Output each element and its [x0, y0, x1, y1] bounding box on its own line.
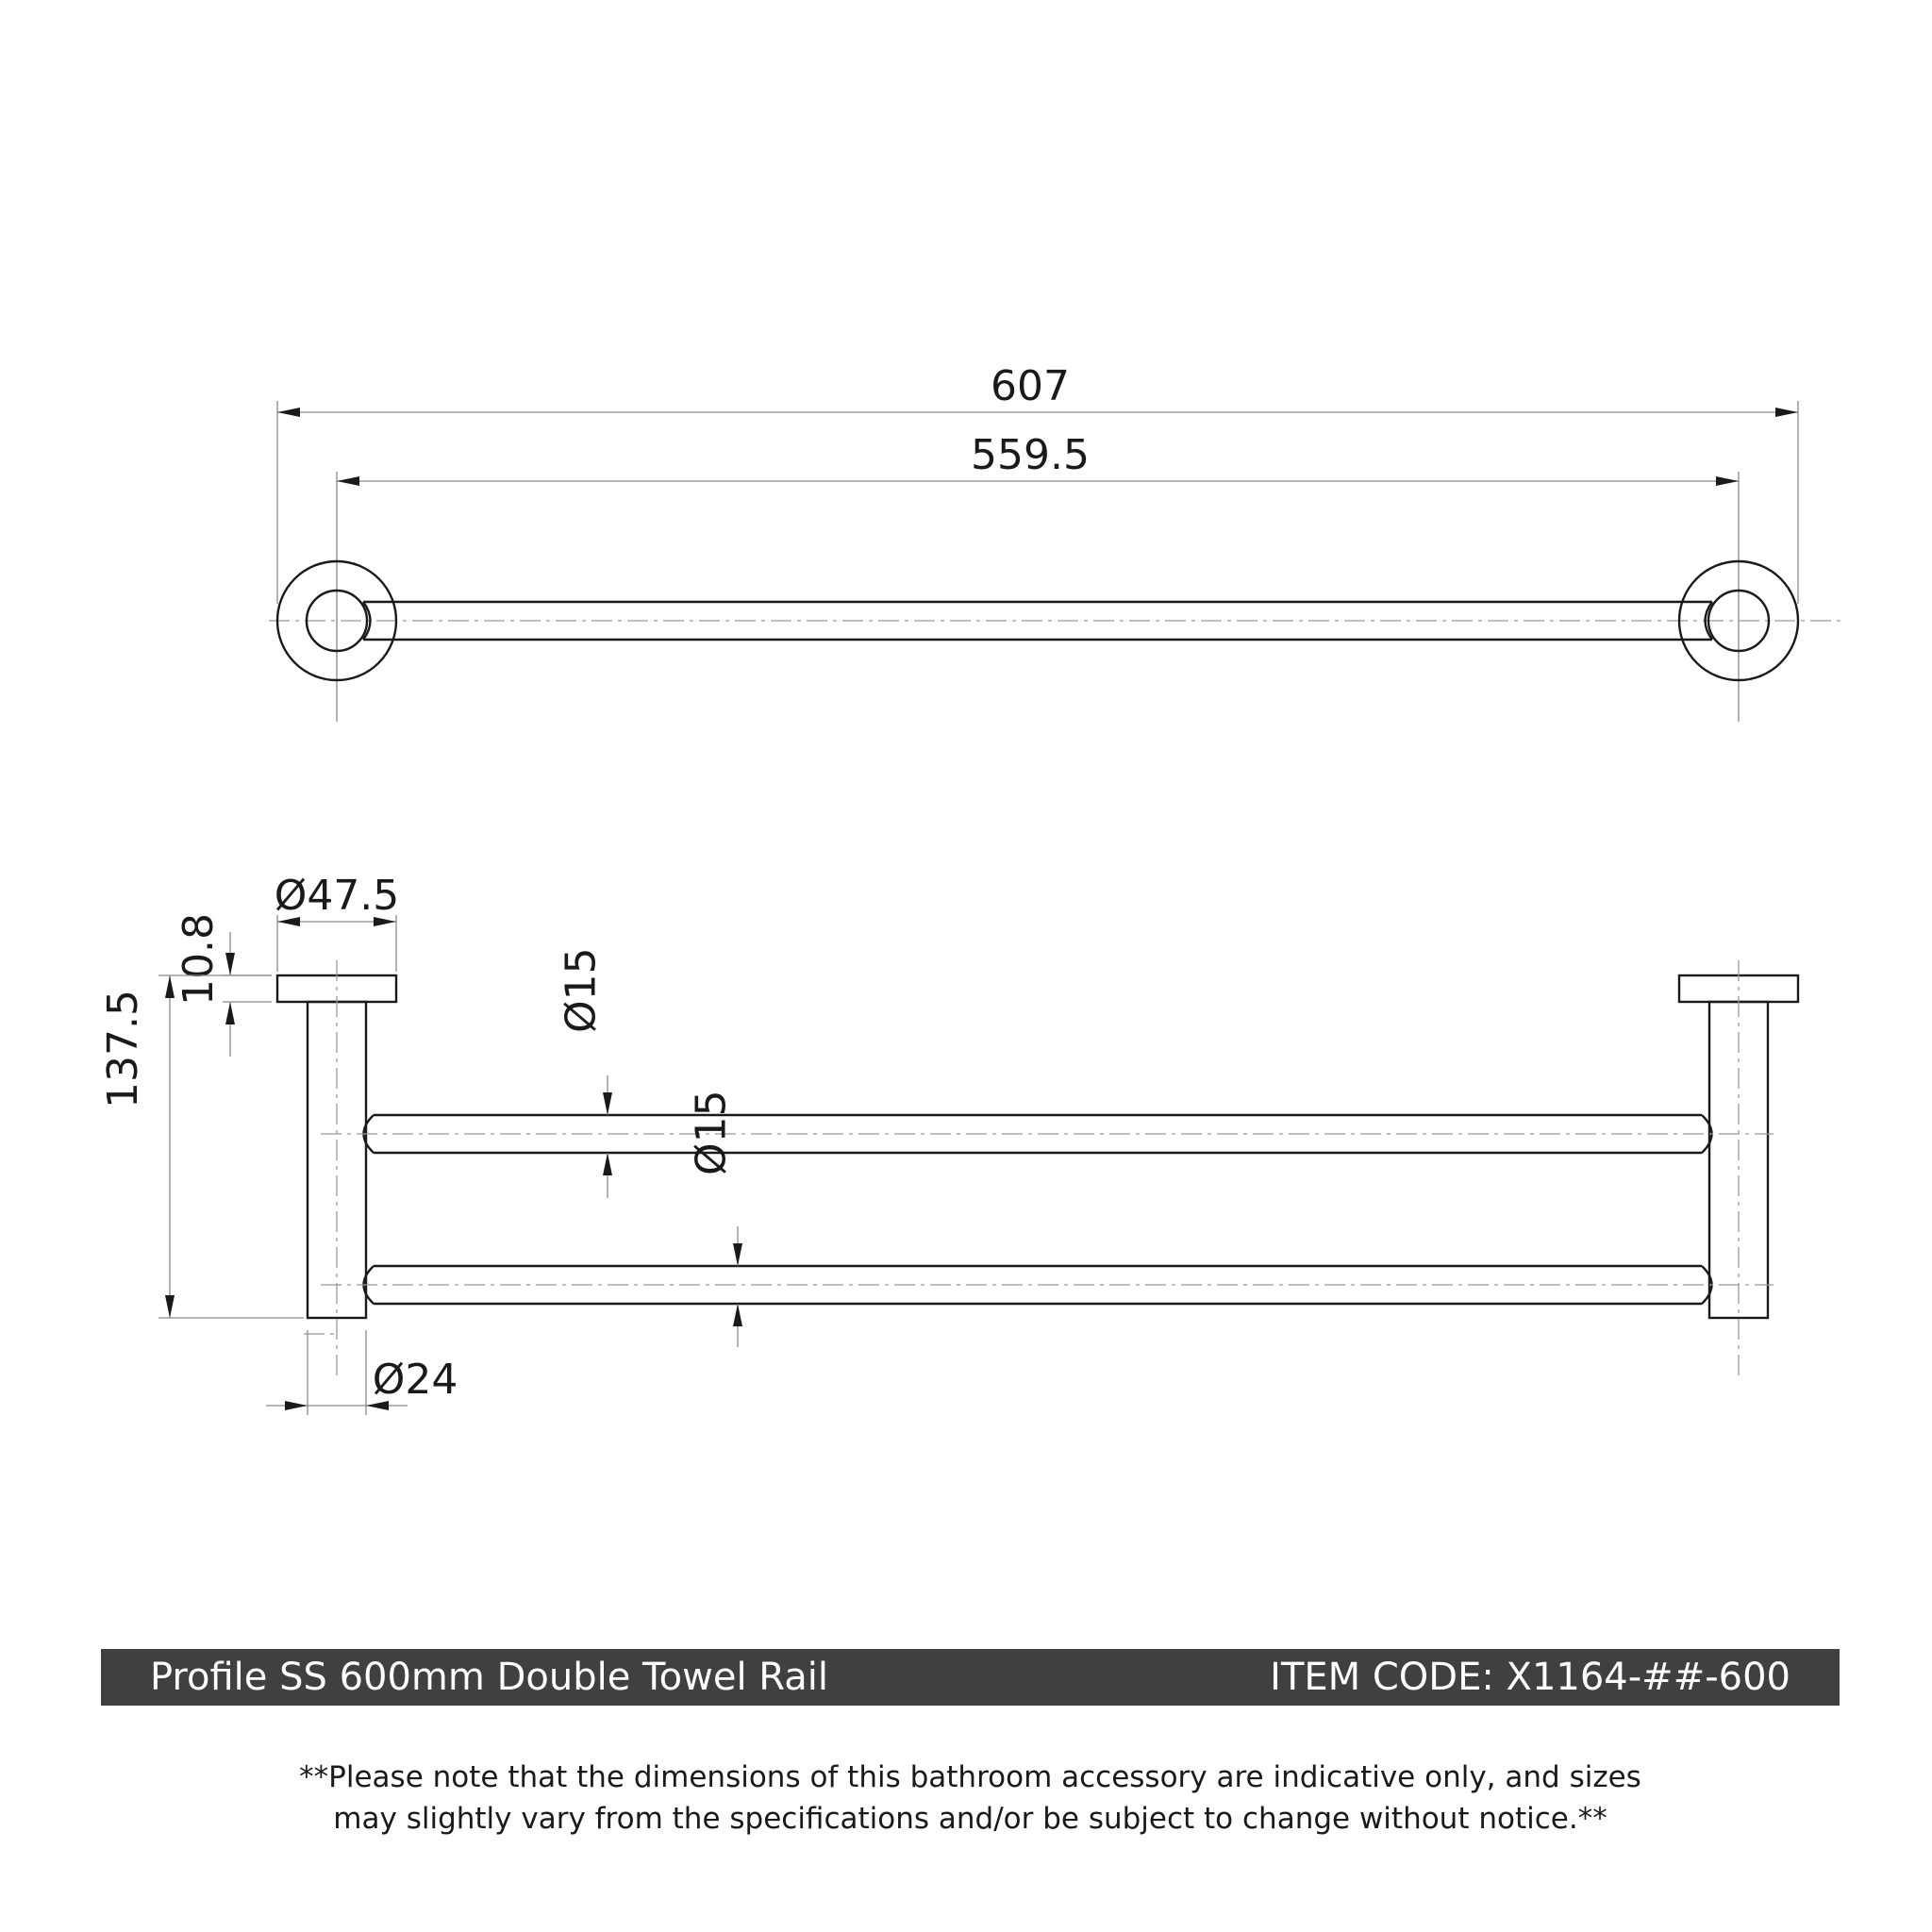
dim-upper-rail-diameter: Ø15 [557, 947, 606, 1033]
title-bar [101, 1649, 1840, 1706]
disclaimer-line-2: may slightly vary from the specifications and/or be subject to change without notice.** [333, 1802, 1607, 1836]
dim-overall-length: 607 [991, 362, 1070, 410]
item-code: ITEM CODE: X1164-##-600 [1270, 1656, 1790, 1699]
dim-post-diameter: Ø24 [372, 1356, 458, 1404]
dim-backplate-diameter: Ø47.5 [274, 872, 400, 920]
dim-lower-rail-diameter: Ø15 [687, 1090, 736, 1175]
front-view [99, 872, 1798, 1415]
top-view [269, 362, 1841, 722]
disclaimer-line-1: **Please note that the dimensions of this bathroom accessory are indicative only, and sizes [299, 1760, 1641, 1794]
dim-centre-length: 559.5 [971, 431, 1090, 479]
product-name: Profile SS 600mm Double Towel Rail [150, 1656, 828, 1699]
dim-projection: 137.5 [99, 990, 148, 1108]
dim-backplate-thickness: 10.8 [175, 913, 224, 1006]
disclaimer [101, 1757, 1840, 1840]
